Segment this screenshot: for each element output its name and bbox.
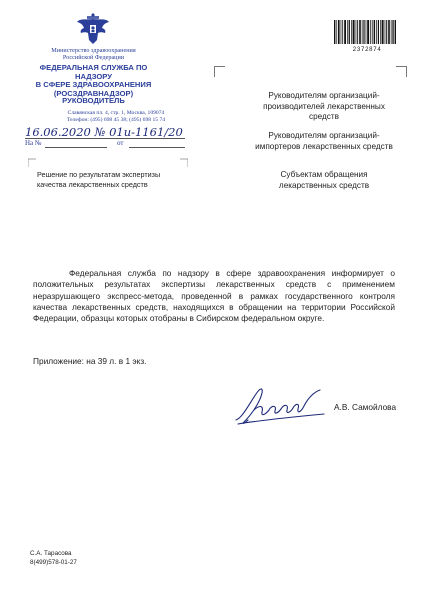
ministry-line: Министерство здравоохранения <box>51 47 136 54</box>
addressee-line: Руководителям организаций- <box>268 131 380 140</box>
barcode <box>334 20 396 44</box>
address-corner-right <box>396 66 407 77</box>
subject-bracket <box>28 158 188 170</box>
russian-coat-of-arms-icon <box>76 10 110 46</box>
executor-phone: 8(499)578-01-27 <box>30 559 77 566</box>
registration-separator: № <box>94 125 106 139</box>
addressee-line: Субъектам обращения <box>280 170 368 179</box>
reference-from: от <box>117 139 124 147</box>
reference-line <box>25 139 190 149</box>
addressee-line: лекарственных средств <box>278 180 370 190</box>
reference-date-underline <box>129 147 185 148</box>
ministry-name <box>22 47 165 61</box>
ministry-line: Российской Федерации <box>62 54 125 62</box>
address-line: Славянская пл. 4, стр. 1, Москва, 109074 <box>67 110 165 116</box>
registration-date: 16.06.2020 <box>25 125 91 139</box>
subject-line: Решение по результатам экспертизы <box>37 170 161 179</box>
address-line: Телефон: (495) 698 45 38; (495) 698 15 74 <box>66 117 166 123</box>
reference-prefix: На № <box>25 139 42 147</box>
attachment-note: Приложение: на 39 л. в 1 экз. <box>33 356 147 366</box>
handwritten-signature <box>232 384 328 428</box>
addressee-line: производителей лекарственных <box>263 101 385 111</box>
executor-name: С.А. Тарасова <box>30 550 72 557</box>
registration-number: 01и-1161/20 <box>109 125 183 139</box>
addressee-line: Руководителям организаций- <box>268 91 380 100</box>
addressee-subjects <box>244 170 404 191</box>
registration-line <box>25 125 183 139</box>
service-name <box>22 64 165 98</box>
role-title: РУКОВОДИТЕЛЬ <box>62 96 125 105</box>
barcode-number: 2372874 <box>352 46 382 53</box>
service-line: В СФЕРЕ ЗДРАВООХРАНЕНИЯ <box>35 80 152 90</box>
signatory-name: А.В. Самойлова <box>334 402 397 412</box>
letter-body: Федеральная служба по надзору в сфере здравоохранения информирует о положительных результатах экспертизы лекарственных средств с применением неразрушающего экспресс-метода, проведенной в рамках государственного контроля качества лекарственных средств, находящихся в обращении на территории Российской Федерации, образцы которых отобраны в Сибирском федеральном округе. <box>33 268 395 324</box>
addressee-line: средств <box>309 112 339 121</box>
subject-line: качества лекарственных средств <box>37 179 148 189</box>
addressee-line: импортеров лекарственных средств <box>255 141 393 151</box>
reference-number-underline <box>45 147 107 148</box>
service-line: ФЕДЕРАЛЬНАЯ СЛУЖБА ПО НАДЗОРУ <box>39 63 148 81</box>
subject-text <box>37 170 187 189</box>
service-line: (РОСЗДРАВНАДЗОР) <box>53 88 134 98</box>
addressee-manufacturers <box>244 91 404 123</box>
address-corner-left <box>214 66 225 77</box>
office-address <box>56 110 176 124</box>
addressee-importers <box>244 131 404 152</box>
